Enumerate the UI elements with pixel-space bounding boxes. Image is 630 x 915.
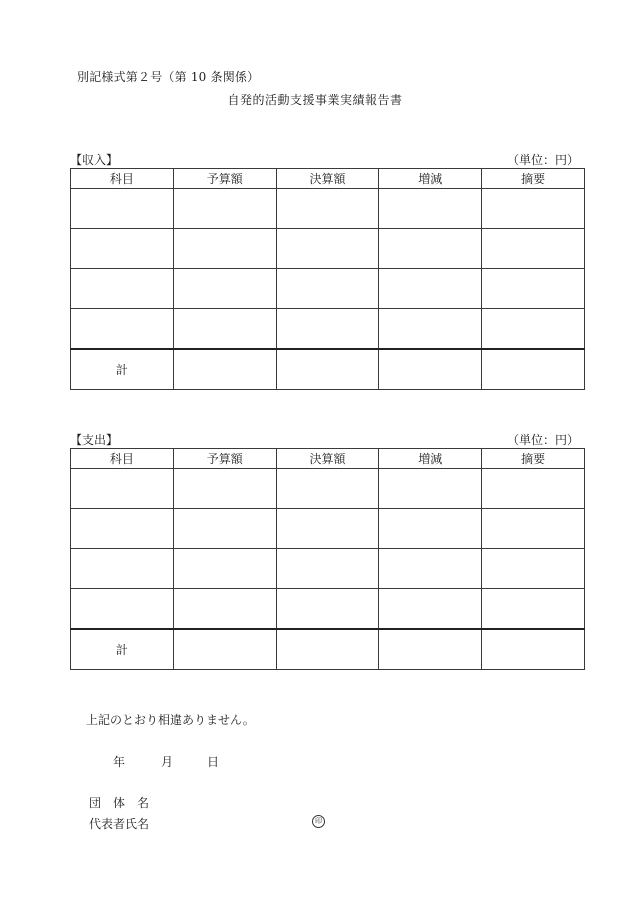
table-cell[interactable] <box>71 469 174 509</box>
table-cell[interactable] <box>71 509 174 549</box>
table-cell[interactable] <box>379 469 482 509</box>
table-row <box>71 509 585 549</box>
table-cell[interactable] <box>71 589 174 630</box>
table-cell[interactable] <box>379 549 482 589</box>
expense-table <box>70 448 585 670</box>
table-cell[interactable] <box>173 349 276 390</box>
representative-name-row <box>89 815 349 831</box>
table-cell[interactable] <box>276 349 379 390</box>
table-cell[interactable] <box>379 349 482 390</box>
expense-label: 【支出】 <box>70 433 119 447</box>
table-cell[interactable] <box>276 589 379 630</box>
table-cell[interactable] <box>71 189 174 229</box>
table-cell[interactable] <box>276 229 379 269</box>
document-title: 自発的活動支援事業実績報告書 <box>227 93 403 107</box>
table-cell[interactable] <box>71 549 174 589</box>
table-cell[interactable] <box>379 589 482 630</box>
table-row <box>71 589 585 630</box>
column-header-budget: 予算額 <box>173 169 276 189</box>
representative-name-label: 代表者氏名 <box>89 817 150 831</box>
table-row <box>71 309 585 350</box>
table-cell[interactable] <box>379 269 482 309</box>
table-cell[interactable] <box>482 229 585 269</box>
table-cell[interactable] <box>71 269 174 309</box>
column-header-subject: 科目 <box>71 449 174 469</box>
table-row <box>71 189 585 229</box>
income-unit: （単位：円） <box>506 153 579 167</box>
table-cell[interactable] <box>276 469 379 509</box>
column-header-remarks: 摘要 <box>482 169 585 189</box>
table-row <box>71 469 585 509</box>
date-year-label: 年 <box>113 755 126 769</box>
income-table <box>70 168 585 390</box>
certification-statement: 上記のとおり相違ありません。 <box>86 713 255 727</box>
table-cell[interactable] <box>482 629 585 670</box>
table-cell[interactable] <box>482 549 585 589</box>
income-header-row <box>71 169 585 189</box>
table-cell[interactable] <box>173 309 276 350</box>
table-cell[interactable] <box>276 309 379 350</box>
seal-mark: 印 <box>312 815 325 828</box>
table-cell[interactable] <box>379 509 482 549</box>
column-header-subject: 科目 <box>71 169 174 189</box>
table-cell[interactable] <box>379 189 482 229</box>
table-row <box>71 269 585 309</box>
table-cell[interactable] <box>173 549 276 589</box>
table-cell[interactable] <box>173 469 276 509</box>
column-header-difference: 増減 <box>379 169 482 189</box>
income-label: 【収入】 <box>70 153 119 167</box>
table-cell[interactable] <box>379 229 482 269</box>
table-cell[interactable] <box>379 629 482 670</box>
organization-name-row <box>89 794 349 810</box>
table-cell[interactable] <box>173 229 276 269</box>
form-number: 別記様式第２号（第 10 条関係） <box>77 70 260 84</box>
column-header-remarks: 摘要 <box>482 449 585 469</box>
column-header-difference: 増減 <box>379 449 482 469</box>
table-cell[interactable] <box>276 189 379 229</box>
table-cell[interactable] <box>173 189 276 229</box>
table-cell[interactable] <box>379 309 482 350</box>
table-cell[interactable] <box>276 549 379 589</box>
column-header-actual: 決算額 <box>276 449 379 469</box>
expense-total-label: 計 <box>71 629 174 670</box>
table-row <box>71 549 585 589</box>
table-cell[interactable] <box>482 509 585 549</box>
column-header-actual: 決算額 <box>276 169 379 189</box>
table-cell[interactable] <box>482 349 585 390</box>
table-cell[interactable] <box>173 509 276 549</box>
table-row <box>71 229 585 269</box>
table-cell[interactable] <box>173 629 276 670</box>
table-cell[interactable] <box>482 309 585 350</box>
expense-unit: （単位：円） <box>506 433 579 447</box>
table-cell[interactable] <box>482 269 585 309</box>
expense-total-row <box>71 629 585 670</box>
table-cell[interactable] <box>276 629 379 670</box>
table-cell[interactable] <box>482 469 585 509</box>
table-cell[interactable] <box>482 589 585 630</box>
organization-name-label: 団 体 名 <box>89 796 150 810</box>
expense-header-row <box>71 449 585 469</box>
table-cell[interactable] <box>173 589 276 630</box>
income-total-row <box>71 349 585 390</box>
date-day-label: 日 <box>207 755 220 769</box>
table-cell[interactable] <box>482 189 585 229</box>
table-cell[interactable] <box>276 269 379 309</box>
table-cell[interactable] <box>71 229 174 269</box>
table-cell[interactable] <box>71 309 174 350</box>
table-cell[interactable] <box>173 269 276 309</box>
income-total-label: 計 <box>71 349 174 390</box>
date-line <box>0 753 630 769</box>
table-cell[interactable] <box>276 509 379 549</box>
column-header-budget: 予算額 <box>173 449 276 469</box>
date-month-label: 月 <box>161 755 174 769</box>
